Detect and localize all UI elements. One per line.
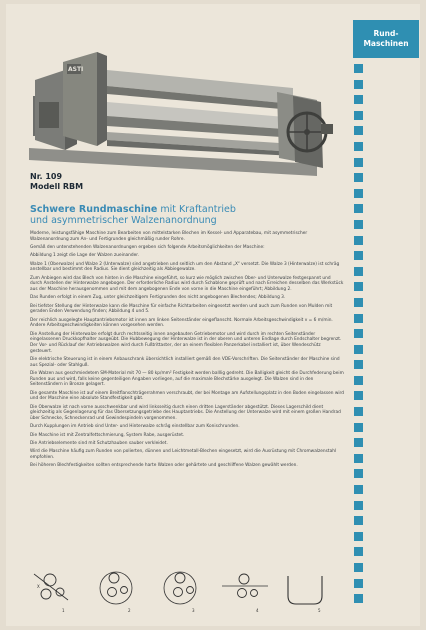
paragraph: Die elektrische Steuerung ist in einem Anbauschrank übersichtlich installiert gemäß den VDE-Vorschriften. Die Seitenständer der Maschine sind aus Spezial- oder Stahlguß.: [30, 357, 340, 368]
margin-marker: [354, 594, 363, 603]
margin-marker: [354, 485, 363, 494]
margin-marker: [354, 64, 363, 73]
margin-marker: [354, 579, 363, 588]
paragraph: Die Walzen aus geschmiedetem SM-Material mit 70 — 80 kp/mm² Festigkeit werden balllig gedreht. Die Balligkeit gleicht die Durchfederung beim Runden aus und wird, falls keine gegenteiligen Angaben vorliegen, auf die maximale Blechstärke ausgelegt. Die Walzen sind in den Seitenständern in Bronze gelagert.: [30, 371, 344, 388]
tab-label-line1: Rund-: [373, 29, 399, 38]
margin-marker: [354, 345, 363, 354]
paragraph: Bei höheren Blechfestigkeiten sollten entsprechende harte Walzen oder gehärtete und geschliffene Walzen gewählt werden.: [30, 463, 298, 469]
margin-marker: [354, 376, 363, 385]
paragraph: Abbildung 1 zeigt die Lage der Walzen zueinander.: [30, 253, 140, 259]
margin-marker: [354, 469, 363, 478]
heading-sub1: mit Kraftantrieb: [157, 204, 236, 215]
figure-label: 3: [192, 608, 195, 613]
paragraph: Gemäß den untenstehenden Walzenanordnungen ergeben sich folgende Arbeitsmöglichkeiten der Maschine:: [30, 245, 265, 250]
margin-marker: [354, 391, 363, 400]
paragraph: Durch Kupplungen im Antrieb sind Unter- und Hinterwalze schräg einstellbar zum Konischrunden.: [30, 424, 240, 430]
margin-marker: [354, 126, 363, 135]
figure-label: 5: [318, 608, 321, 613]
heading-sub2: und asymmetrischer Walzenanordnung: [30, 215, 217, 226]
paragraph: Das Runden erfolgt in einem Zug, unter gleichzeitigem Fertigrunden des nicht angebogenen Blechendes; Abbildung 3.: [30, 295, 286, 301]
margin-marker: [354, 282, 363, 291]
figure-3: [164, 572, 196, 613]
tab-label-line2: Maschinen: [363, 39, 409, 48]
margin-marker: [354, 189, 363, 198]
figure-label: 2: [128, 608, 131, 613]
figure-1: [34, 574, 68, 613]
figure-2: [100, 572, 132, 613]
margin-marker: [354, 111, 363, 120]
heading-main: Schwere Rundmaschine: [30, 204, 158, 215]
margin-marker: [354, 142, 363, 151]
paragraph: Wird die Maschine häufig zum Runden von polierten, dünnen und Leichtmetall-Blechen eingesetzt, wird die Ausrüstung mit Chromwalzenstahl empfohlen.: [30, 449, 337, 460]
figure-label: 1: [62, 608, 65, 613]
margin-marker: [354, 532, 363, 541]
margin-marker: [354, 547, 363, 556]
margin-marker: [354, 251, 363, 260]
paragraph: Die Maschine ist mit Zentralfettschmierung, System Rabe, ausgerüstet.: [30, 432, 185, 438]
margin-marker: [354, 95, 363, 104]
paragraph: Der reichlich ausgelegte Hauptantriebsmotor ist innen am linken Seitenständer eingeflanscht. Normale Arbeitsgeschwindigkeit v = 6 m/min. Andere Arbeitsgeschwindigkeiten können vorgesehen werden.: [30, 317, 333, 329]
margin-marker: [354, 563, 363, 572]
margin-marker: [354, 516, 363, 525]
paragraph: Zum Anbiegen wird das Blech von hinten in die Maschine eingeführt, so kurz wie möglich zwischen Ober- und Unterwalze festgespannt und durch Anstellen der Hinterwalze angebogen. Der erforderliche Radius wird durch Schablone geprüft und nach Erreichen desselben das Werkstück aus der Maschine herausgenommen und mit dem angebogenen Ende von vorne in die Maschine eingeführt; Abbildung 2.: [30, 275, 344, 292]
margin-marker: [354, 454, 363, 463]
model-number: Nr. 109: [30, 172, 63, 181]
figure-label: 4: [256, 608, 259, 613]
paragraph: Die Antriebselemente sind mit Schutzhauben sauber verkleidet.: [30, 441, 168, 446]
margin-marker: [354, 438, 363, 447]
paragraph: Die Oberwalze ist nach vorne ausschwenkbar und wird linksseitig durch einen dritten Lagerständer abgestützt. Dieses Lagerschild dient gleichzeitig als Gegenlagerung für das Übersetzungsgetriebe des Hauptantriebs. Die Anstellung der Unterwalze wird mit einem großen Handrad über Schnecke, Schneckenrad und Gewindespindeln vorgenommen.: [30, 404, 341, 422]
body-text: [30, 231, 344, 472]
gap-label: X: [37, 584, 40, 589]
margin-marker: [354, 501, 363, 510]
figure-5: [288, 576, 322, 613]
margin-marker: [354, 298, 363, 307]
paragraph: Bei tiefster Stellung der Hinterwalze kann die Maschine für einfache Richtarbeiten eingesetzt werden und auch zum Runden von Mulden mit geraden Enden Verwendung finden; Abbildung 4 und 5.: [30, 303, 333, 315]
margin-marker: [354, 314, 363, 323]
margin-marker: [354, 158, 363, 167]
margin-marker: [354, 407, 363, 416]
margin-markers: [354, 64, 364, 610]
paragraph: Moderne, leistungsfähige Maschine zum Bearbeiten von mittelstarken Blechen im Kessel- und Apparatebau, mit asymmetrischer Walzenanordnung zum An- und Fertigrunden gleichmäßig runder Rohre.: [30, 231, 308, 242]
margin-marker: [354, 173, 363, 182]
paragraph: Die gesamte Maschine ist auf einem Breitflanschträgerrahmen verschraubt, der bei Montage am Aufstellungsplatz in den Boden eingelassen wird und der Maschine eine absolute Standfestigkeit gibt.: [30, 390, 344, 402]
brand-plate: ASTI: [68, 66, 84, 73]
margin-marker: [354, 329, 363, 338]
figure-4: [222, 574, 268, 613]
margin-marker: [354, 423, 363, 432]
margin-marker: [354, 360, 363, 369]
margin-marker: [354, 236, 363, 245]
margin-marker: [354, 80, 363, 89]
paragraph: Walze 1 (Oberwalze) und Walze 2 (Unterwalze) sind angetrieben und seitlich um den Abstand „X“ versetzt. Die Walze 3 (Hinterwalze) ist schräg anstellbar und bestimmt den Radius. Sie dient gleichzeitig als Abbiegewalze.: [30, 261, 340, 273]
paragraph: Die Anstellung der Hinterwalze erfolgt durch rechtsseitig innen angebauten Getriebemotor und wird durch im rechten Seitenständer eingelassenen Druckkopfhalter ausgeübt. Die Hubbewegung der Hinterwalze ist in der oberen und unteren Endlage durch Endschalter begrenzt. Der Vor- und Rücklauf der Antriebswalzen wird durch Fußtrittaster, der an einem flexiblen Panzerkabel installiert ist, über Wendeschütz gesteuert.: [30, 331, 342, 354]
roll-arrangement-figures: [32, 566, 332, 614]
section-heading: [30, 204, 340, 226]
margin-marker: [354, 220, 363, 229]
margin-marker: [354, 267, 363, 276]
model-name: Modell RBM: [30, 182, 84, 191]
category-tab[interactable]: [353, 20, 419, 58]
model-block: [30, 172, 83, 192]
margin-marker: [354, 204, 363, 213]
